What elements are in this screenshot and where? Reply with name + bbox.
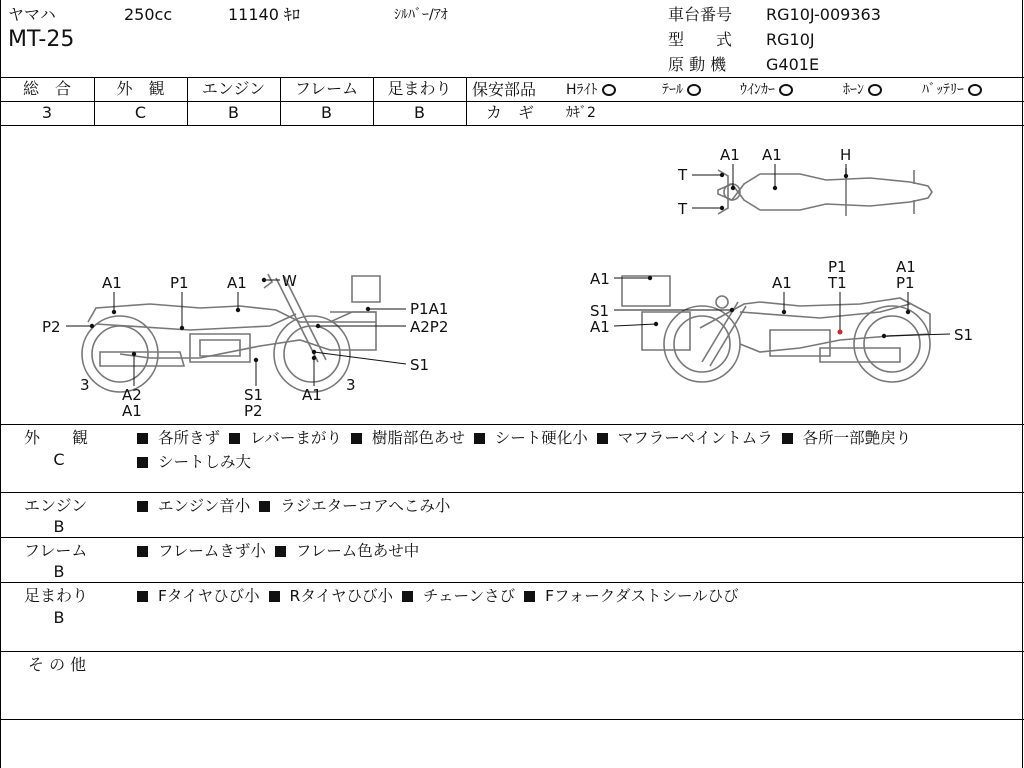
callout-label: P1: [170, 274, 189, 292]
callout-label: T: [678, 166, 688, 184]
remark-items-exterior: [133, 426, 1019, 474]
key-label: カ ギ: [486, 103, 535, 122]
bullet-square-icon: [474, 433, 485, 444]
bullet-square-icon: [137, 501, 148, 512]
remark-grade: B: [53, 608, 65, 627]
remark-item: フレーム色あせ中: [295, 542, 420, 560]
type-label: 型 式: [668, 30, 733, 49]
bullet-square-icon: [229, 433, 240, 444]
key-value: ｶｷﾞ2: [566, 105, 596, 121]
remark-category: エンジン: [24, 496, 88, 515]
remark-category: そ の 他: [28, 655, 87, 674]
callout-label: A1: [896, 258, 916, 276]
engine-label: 原 動 機: [668, 55, 727, 74]
maker: ヤマハ: [8, 5, 56, 24]
remark-items-engine: [133, 494, 1019, 518]
remark-category: フレーム: [24, 541, 88, 560]
bullet-square-icon: [275, 546, 286, 557]
divider: [0, 582, 1024, 583]
color: ｼﾙﾊﾞｰ/ｱｵ: [394, 7, 448, 23]
remark-grade: B: [53, 562, 65, 581]
bullet-square-icon: [137, 591, 148, 602]
bullet-square-icon: [259, 501, 270, 512]
bullet-square-icon: [597, 433, 608, 444]
grade-value-overall: 3: [41, 103, 53, 122]
bullet-square-icon: [137, 433, 148, 444]
border-right: [1022, 0, 1023, 768]
bullet-square-icon: [402, 591, 413, 602]
type-value: RG10J: [766, 30, 815, 49]
divider: [0, 719, 1024, 720]
grade-value-frame: B: [321, 103, 332, 122]
bullet-square-icon: [524, 591, 535, 602]
callout-label: 3: [346, 376, 356, 394]
callout-label: A2: [122, 386, 142, 404]
remark-item: 樹脂部色あせ: [371, 429, 465, 447]
divider: [0, 492, 1024, 493]
bullet-square-icon: [351, 433, 362, 444]
remark-items-suspension: [133, 584, 1019, 608]
divider: [466, 101, 1024, 102]
callout-label: A1: [302, 386, 322, 404]
callout-label: P1A1: [410, 300, 449, 318]
divider: [466, 77, 467, 125]
bullet-square-icon: [137, 546, 148, 557]
safety-label: 保安部品: [472, 80, 537, 99]
grade-value-engine: B: [228, 103, 239, 122]
bullet-square-icon: [782, 433, 793, 444]
callout-label: A1: [720, 146, 740, 164]
callout-label: A1: [122, 402, 142, 420]
callout-label: H: [840, 146, 852, 164]
remark-items-frame: [133, 539, 1019, 563]
remark-category: 外 観: [24, 428, 89, 447]
grade-label-suspension: 足まわり: [387, 79, 452, 98]
safety-battery: ﾊﾞｯﾃﾘｰ: [922, 81, 982, 99]
remark-item: Fフォークダストシールひび: [545, 587, 739, 605]
callout-label: A1: [102, 274, 122, 292]
ok-circle-icon: [602, 84, 616, 96]
callout-label: T: [678, 200, 688, 218]
callout-label: P1: [896, 274, 915, 292]
callout-label: A1: [227, 274, 247, 292]
callout-label: S1: [410, 356, 430, 374]
grade-label-engine: エンジン: [201, 79, 266, 98]
remark-item: シート硬化小: [494, 429, 588, 447]
divider: [0, 651, 1024, 652]
ok-circle-icon: [687, 84, 701, 96]
remark-category: 足まわり: [24, 586, 89, 605]
grade-value-exterior: C: [134, 103, 147, 122]
remark-item: チェーンさび: [422, 587, 516, 605]
grade-label-frame: フレーム: [294, 79, 359, 98]
ok-circle-icon: [968, 84, 982, 96]
callout-label: P1: [828, 258, 847, 276]
divider: [0, 424, 1024, 425]
bullet-square-icon: [137, 457, 148, 468]
callout-label: T1: [828, 274, 847, 292]
model-name: MT-25: [8, 27, 75, 52]
safety-headlight: Hﾗｲﾄ: [566, 81, 616, 99]
safety-tail: ﾃｰﾙ: [662, 81, 701, 99]
callout-label: S1: [244, 386, 264, 404]
divider: [0, 77, 1024, 78]
grade-label-exterior: 外 観: [116, 79, 165, 98]
ok-circle-icon: [779, 84, 793, 96]
remark-item: 各所一部艶戻り: [802, 429, 912, 447]
remark-item: ラジエターコアへこみ小: [280, 497, 451, 515]
mileage: 11140 ｷﾛ: [228, 5, 300, 24]
frame-no: RG10J-009363: [766, 5, 881, 24]
displacement: 250cc: [124, 5, 173, 24]
remark-item: フレームきず小: [158, 542, 266, 560]
remark-item: マフラーペイントムラ: [617, 429, 773, 447]
callout-label: 3: [80, 376, 90, 394]
grade-value-suspension: B: [414, 103, 425, 122]
engine-value: G401E: [766, 55, 820, 74]
safety-winker: ｳｲﾝｶｰ: [740, 81, 793, 99]
divider: [0, 101, 466, 102]
remark-item: Fタイヤひび小: [158, 587, 260, 605]
callout-label: W: [282, 272, 297, 290]
remark-item: Rタイヤひび小: [289, 587, 394, 605]
bullet-square-icon: [269, 591, 280, 602]
damage-diagram: [0, 126, 1022, 424]
callout-label: A2P2: [410, 318, 449, 336]
callout-label: S1: [954, 326, 974, 344]
callout-label: A1: [590, 270, 610, 288]
grade-label-overall: 総 合: [22, 79, 71, 98]
callout-label: A1: [762, 146, 782, 164]
callout-label: P2: [244, 402, 263, 420]
callout-label: A1: [772, 274, 792, 292]
remark-item: 各所きず: [158, 429, 221, 447]
divider: [0, 537, 1024, 538]
callout-label: S1: [590, 302, 610, 320]
bike-top-view: [718, 168, 932, 216]
remark-grade: B: [53, 517, 65, 536]
remark-item: レバーまがり: [249, 429, 342, 447]
damage-callouts: [42, 146, 973, 420]
ok-circle-icon: [868, 84, 882, 96]
callout-label: P2: [42, 318, 61, 336]
safety-horn: ﾎｰﾝ: [843, 81, 882, 99]
damage-mark-red: [838, 330, 843, 335]
remark-item: シートしみ大: [158, 453, 252, 471]
frame-no-label: 車台番号: [668, 5, 733, 24]
remark-item: エンジン音小: [158, 497, 251, 515]
callout-label: A1: [590, 318, 610, 336]
remark-grade: C: [53, 450, 65, 469]
